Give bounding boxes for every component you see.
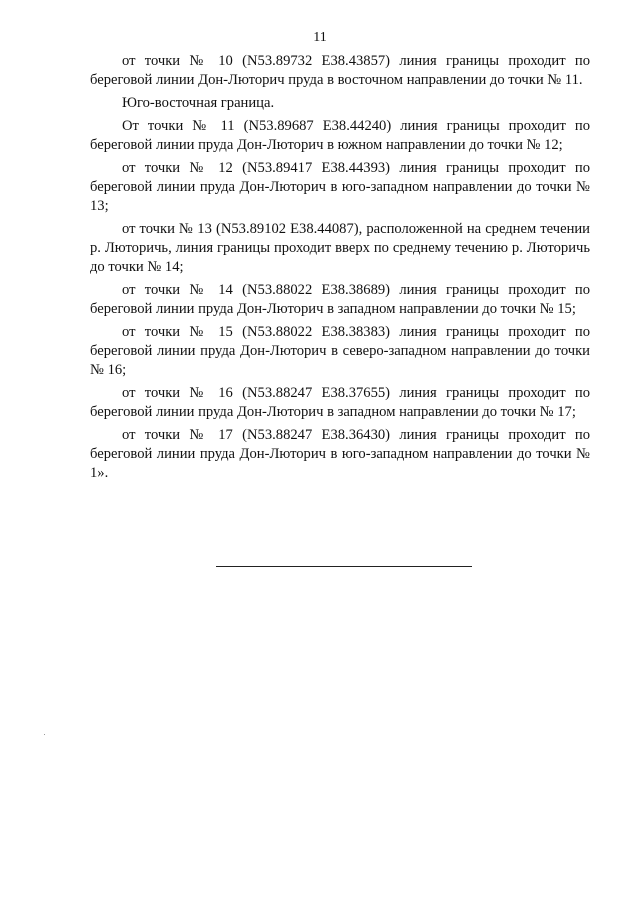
paragraph-point-13: от точки № 13 (N53.89102 E38.44087), расположенной на среднем течении р. Люторичь, линия границы проходит вверх по среднему течению р. Люторичь до точки № 14; xyxy=(90,221,590,275)
section-heading-southeast-border: Юго-восточная граница. xyxy=(122,95,275,111)
paragraph-point-15: от точки № 15 (N53.88022 E38.38383) линия границы проходит по береговой линии пруда Дон-Люторич в северо-западном направлении до точки № 16; xyxy=(90,324,590,378)
paragraph-point-14: от точки № 14 (N53.88022 E38.38689) линия границы проходит по береговой линии пруда Дон-Люторич в западном направлении до точки № 15; xyxy=(90,282,590,317)
paragraph-point-16: от точки № 16 (N53.88247 E38.37655) линия границы проходит по береговой линии пруда Дон-Люторич в западном направлении до точки № 17; xyxy=(90,385,590,420)
document-body xyxy=(90,52,590,487)
paragraph-point-17: от точки № 17 (N53.88247 E38.36430) линия границы проходит по береговой линии пруда Дон-Люторич в юго-западном направлении до точки № 1». xyxy=(90,427,590,481)
paragraph-point-12: от точки № 12 (N53.89417 E38.44393) линия границы проходит по береговой линии пруда Дон-Люторич в юго-западном направлении до точки № 13; xyxy=(90,160,590,214)
paragraph-point-11: От точки № 11 (N53.89687 E38.44240) линия границы проходит по береговой линии пруда Дон-Люторич в южном направлении до точки № 12; xyxy=(90,118,590,153)
separator-line xyxy=(216,566,472,567)
page-number: 11 xyxy=(313,30,327,45)
paragraph-point-10: от точки № 10 (N53.89732 E38.43857) линия границы проходит по береговой линии Дон-Люторич пруда в восточном направлении до точки № 11. xyxy=(90,53,590,88)
scan-speck xyxy=(44,734,45,735)
